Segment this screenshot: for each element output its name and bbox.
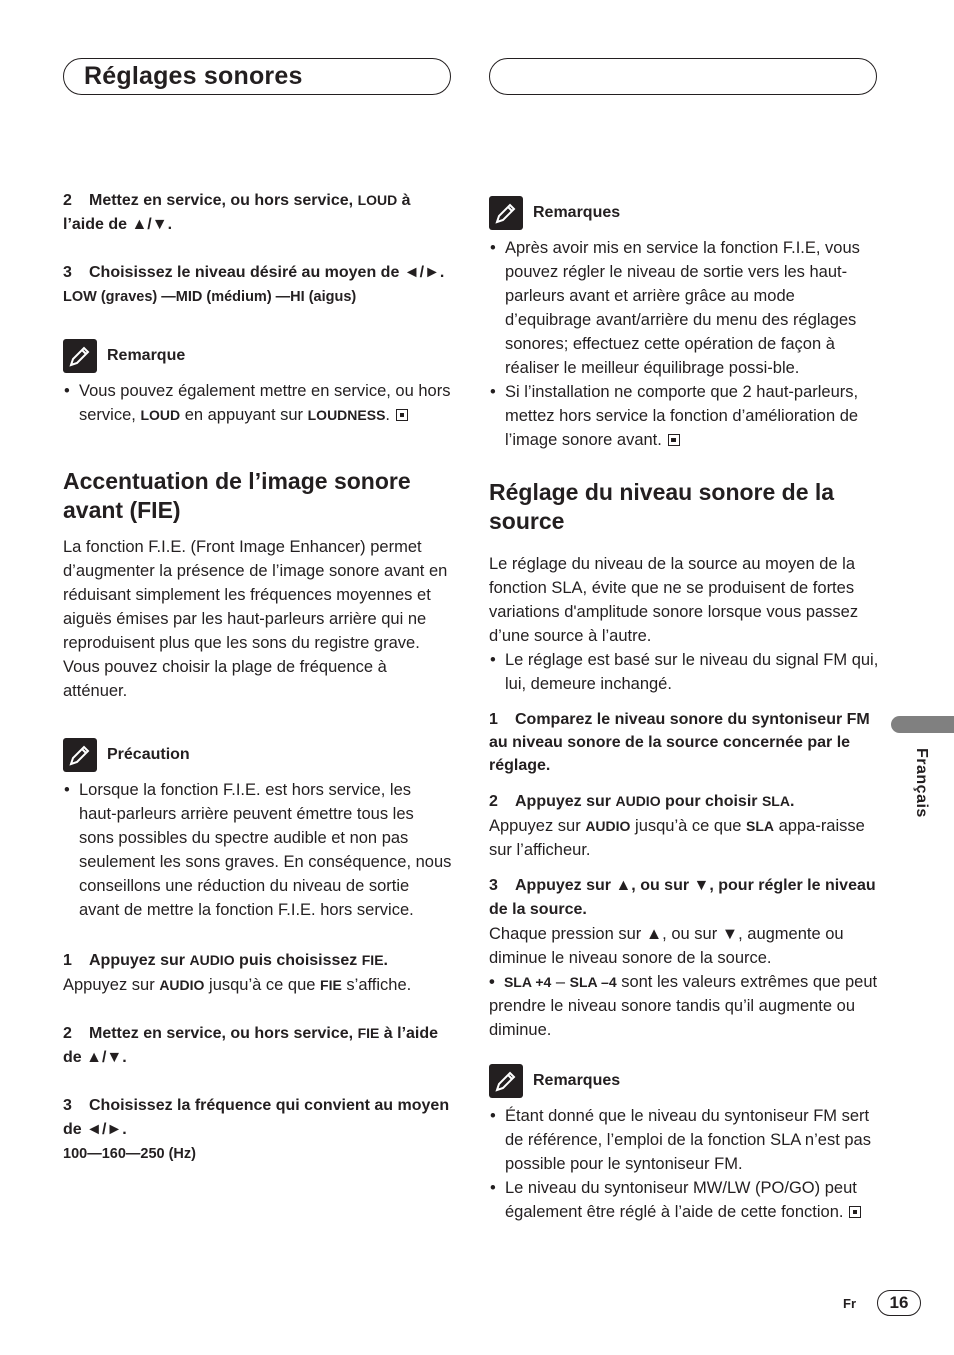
end-square-icon (396, 409, 408, 421)
fie-frequencies: 100—160—250 (Hz) (63, 1146, 196, 1162)
pencil-note-icon (489, 196, 523, 230)
caution-header (63, 738, 453, 772)
header-box-left (63, 58, 451, 95)
list-item: • Après avoir mis en service la fonction F.I.E, vous pouvez régler le niveau de sortie vers les haut-parleurs avant et arrière grâce au mode d’equibrage avant/arrière du menu des réglages sonores; effectuez cette opération de façon à réaliser le meilleur équilibrage possi-ble. (489, 236, 879, 380)
step-number: 3 (63, 1097, 72, 1114)
step-number: 3 (63, 264, 72, 281)
sla-step-2-detail: Appuyez sur AUDIO jusqu’à ce que SLA appa-raisse sur l’afficheur. (489, 817, 865, 859)
step-keyword: LOUD (357, 192, 398, 208)
note-list (63, 379, 453, 427)
note-label: Remarque (107, 347, 186, 364)
caution-label: Précaution (107, 746, 190, 763)
note-header (63, 339, 453, 373)
notes-label: Remarques (533, 204, 621, 221)
step-text: à l’aide de ▲/▼. (63, 192, 411, 233)
loud-step-2 (63, 188, 453, 237)
pencil-note-icon (489, 1064, 523, 1098)
sla-step-3: 3 Appuyez sur ▲, ou sur ▼, pour régler le niveau de la source. (489, 874, 879, 922)
step-number: 1 (489, 711, 498, 728)
language-label: Français (913, 748, 930, 818)
step-number: 2 (63, 192, 72, 209)
fie-step-3: 3 Choisissez la fréquence qui convient au moyen de ◄/►. (63, 1094, 453, 1142)
fie-description: La fonction F.I.E. (Front Image Enhancer) permet d’augmenter la présence de l’image sonore avant en réduisant simplement les fréquences moyennes et aiguës émises par les haut-parleurs arrière qui ne reproduisent plus que les sons du registre grave. Vous pouvez choisir la plage de fréquence à atténuer. (63, 538, 448, 700)
header-box-right (489, 58, 877, 95)
page-title: Réglages sonores (84, 62, 303, 90)
list-item: • Lorsque la fonction F.I.E. est hors service, les haut-parleurs arrière peuvent émettre tous les sons possibles du spectre audible et non pas seulement les sons graves. En conséquence, nous conseillons une réduction du niveau de sortie avant de mettre la fonction F.I.E. hors service. (63, 778, 453, 922)
page-number: 16 (877, 1290, 921, 1316)
step-text: Mettez en service, ou hors service, (89, 192, 358, 209)
sla-range-note: • SLA +4 – SLA –4 sont les valeurs extrêmes que peut prendre le niveau sonore tandis qu’il augmente ou diminue. (489, 973, 878, 1039)
fie-step-1-detail: Appuyez sur AUDIO jusqu’à ce que FIE s’affiche. (63, 976, 412, 994)
step-number: 3 (489, 877, 498, 894)
list-item: • Si l’installation ne comporte que 2 haut-parleurs, mettez hors service la fonction d’amélioration de l’image sonore avant. (489, 380, 879, 452)
notes-label: Remarques (533, 1072, 621, 1089)
step-number: 1 (63, 952, 72, 969)
right-column (489, 196, 879, 1224)
sla-description: Le réglage du niveau de la source au moyen de la fonction SLA, évite que ne se produisent de fortes variations d'amplitude sonore lorsque vous passez d’une source à l’autre. (489, 555, 859, 645)
list-item: • Vous pouvez également mettre en service, ou hors service, LOUD en appuyant sur LOUDNESS. (63, 379, 453, 427)
step-text: Choisissez le niveau désiré au moyen de ◄/►. (89, 264, 445, 281)
notes-header (489, 1064, 879, 1098)
fie-step-2: 2 Mettez en service, ou hors service, FIE à l’aide de ▲/▼. (63, 1021, 453, 1070)
end-square-icon (849, 1206, 861, 1218)
sla-step-2: 2 Appuyez sur AUDIO pour choisir SLA. (489, 789, 879, 814)
pencil-note-icon (63, 738, 97, 772)
list-item: • Le réglage est basé sur le niveau du signal FM qui, lui, demeure inchangé. (489, 648, 879, 696)
notes-list (489, 236, 879, 452)
fie-step-1: 1 Appuyez sur AUDIO puis choisissez FIE. (63, 948, 453, 973)
left-column (63, 188, 453, 1164)
loudness-levels: LOW (graves) —MID (médium) —HI (aigus) (63, 289, 357, 305)
notes-header (489, 196, 879, 230)
section-heading-fie: Accentuation de l’image sonore avant (FIE) (63, 468, 411, 523)
loud-step-3 (63, 261, 453, 285)
list-item: • Le niveau du syntoniseur MW/LW (PO/GO) peut également être réglé à l’aide de cette fonction. (489, 1176, 879, 1224)
footer-language: Fr (843, 1296, 856, 1311)
pencil-note-icon (63, 339, 97, 373)
notes-list (489, 1104, 879, 1224)
step-number: 2 (63, 1025, 72, 1042)
list-item: • Étant donné que le niveau du syntoniseur FM sert de référence, l’emploi de la fonction SLA n’est pas possible pour le syntoniseur FM. (489, 1104, 879, 1176)
sla-step-3-detail: Chaque pression sur ▲, ou sur ▼, augmente ou diminue le niveau sonore de la source. (489, 925, 844, 967)
end-square-icon (668, 434, 680, 446)
sla-step-1: 1 Comparez le niveau sonore du syntoniseur FM au niveau sonore de la source concernée par le réglage. (489, 708, 879, 777)
sla-bullets (489, 648, 879, 696)
section-heading-sla: Réglage du niveau sonore de la source (489, 479, 835, 534)
caution-list (63, 778, 453, 922)
step-number: 2 (489, 793, 498, 810)
language-tab (891, 716, 954, 733)
